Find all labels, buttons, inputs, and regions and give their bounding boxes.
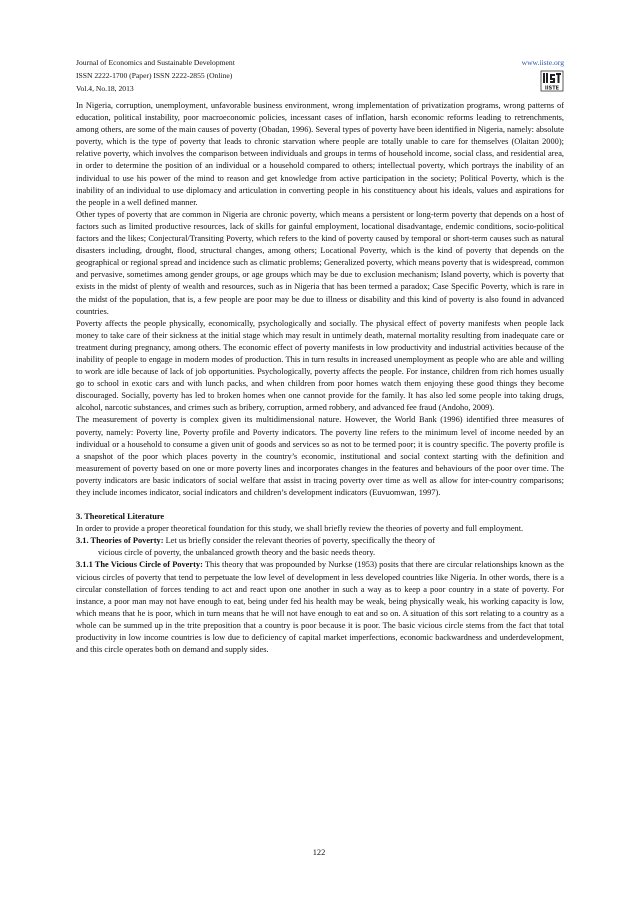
subsection-3-1-1-text: This theory that was propounded by Nurkse (1953) posits that there are circular relationships known as the vicious circles of poverty that tend to perpetuate the low level of development in less developed countries like Nigeria. In other words, there is a circular constellation of forces tending to act and react upon one another in such a way as to keep a poor country in a state of poverty. For instance, a poor man may not have enough to eat, being under fed his health may be weak, being physically weak, his working capacity is low, which means that he is poor, which in turn means that he will not have enough to eat and so on. A situation of this sort relating to a country as a whole can be summed up in the trite preposition that a country is poor because it is poor. The basic vicious circle stems from the fact that total productivity in low income countries is low due to deficiency of capital market imperfections, economic backwardness and underdevelopment, and this circle operates both on demand and supply sides. — [76, 560, 564, 655]
article-body — [76, 100, 564, 656]
subsection-3-1 — [76, 535, 564, 547]
journal-url[interactable]: www.iiste.org — [521, 58, 564, 67]
page-number: 122 — [312, 848, 326, 857]
paragraph-2: Other types of poverty that are common in Nigeria are chronic poverty, which means a persistent or long-term poverty that depends on a host of factors such as limited productive resources, lack of skills for gainful employment, locational disadvantage, endemic conditions, socio-political factors and the likes; Conjectural/Transiting Poverty, which refers to the kind of poverty caused by temporal or short-term causes such as natural disasters including, drought, flood, structural changes, among others; Locational Poverty, which is the kind of poverty that depends on the geographical or regional spread and incidence such as climatic problems; Generalized poverty, which means poverty that is widespread, common and pervasive, sometimes among gender groups, or age groups which may be due to exclusion mechanism; Island poverty, which is poverty that exists in the midst of plenty of wealth and resources, such as in Nigeria that has been termed a paradox; Case Specific Poverty, which is rare in the midst of the population, that is, a few people are poor may be due to illness or disability and this kind of poverty is also found in advanced countries. — [76, 209, 564, 316]
journal-issn: ISSN 2222-1700 (Paper) ISSN 2222-2855 (Online) — [76, 71, 233, 80]
paragraph-1: In Nigeria, corruption, unemployment, unfavorable business environment, wrong implementation of privatization programs, wrong patterns of education, political instability, poor macroeconomic policies, incessant cases of inflation, harsh economic reforms leading to retrenchments, among others, are some of the main causes of poverty (Obadan, 1996). Several types of poverty have been identified in Nigeria, namely: absolute poverty, which is the type of poverty that leads to chronic starvation where people are totally unable to care for themselves (Olaitan 2000); relative poverty, which involves the comparison between individuals and groups in terms of household income, social class, and residential area, in order to determine the position of an individual or a household compared to others; intellectual poverty, which portrays the inability of an individual to use his power of the mind to reason and get knowledge from active participation in the society; Political Poverty, which is the inability of an individual to use diplomacy and articulation in converting people in his constituency about his ideals, values and aspirations for the people in a well defined manner. — [76, 101, 564, 207]
section-3-intro: In order to provide a proper theoretical foundation for this study, we shall briefly review the theories of poverty and full employment. — [76, 524, 524, 534]
journal-title: Journal of Economics and Sustainable Development — [76, 58, 235, 67]
subsection-3-1-1 — [76, 559, 564, 656]
logo-text: IISTE — [544, 85, 560, 92]
section-spacer — [76, 499, 564, 511]
subsection-3-1-1-label: 3.1.1 The Vicious Circle of Poverty: — [76, 560, 203, 570]
subsection-3-1-continuation: vicious circle of poverty, the unbalanced growth theory and the basic needs theory. — [98, 548, 376, 558]
paragraph-4: The measurement of poverty is complex given its multidimensional nature. However, the World Bank (1996) identified three measures of poverty, namely: Poverty line, Poverty profile and Poverty indicators. The poverty line refers to the minimum level of income needed by an individual or a household to consume a given unit of goods and services so as not to be termed poor; it is country specific. The poverty profile is a snapshot of the poor which places poverty in the country’s economic, institutional and social context starting with the definition and measurement of poverty based on one or more poverty lines and incorporates changes in the features and behaviours of the poor over time. The poverty indicators are basic indicators of social welfare that assist in tracing poverty over time as well as allow for inter-country comparisons; they include incomes indicator, social indicators and children’s development indicators (Euvuomwan, 1997). — [76, 415, 564, 497]
paragraph-3: Poverty affects the people physically, economically, psychologically and socially. The physical effect of poverty manifests when people lack money to take care of their sickness at the initial stage which may result in untimely death, maternal mortality resulting from inadequate care or treatment during pregnancy, among others. The economic effect of poverty manifests in low productivity and industrial activities because of the inability of people to engage in modern modes of production. This in turn results in increased unemployment as people who are able and willing to work are idle because of lack of job opportunities. Psychologically, poverty affects the people. For instance, children from rich homes usually go to school in exotic cars and with lunch packs, and when children from poor homes watch them enjoying these good things they become discouraged. Socially, poverty has led to broken homes when one cannot provide for the family. It has also led some people into taking drugs, alcohol, narcotic substances, and crimes such as bribery, corruption, armed robbery, and advanced fee fraud (Andoho, 2009). — [76, 318, 564, 413]
journal-volume: Vol.4, No.18, 2013 — [76, 84, 134, 93]
section-3-heading: 3. Theoretical Literature — [76, 512, 165, 522]
iiste-logo-icon — [540, 70, 564, 92]
subsection-3-1-text-a: Let us briefly consider the relevant theories of poverty, specifically the theory of — [163, 536, 436, 546]
page-header — [76, 56, 564, 96]
subsection-3-1-label: 3.1. Theories of Poverty: — [76, 536, 164, 546]
journal-info — [76, 56, 235, 95]
